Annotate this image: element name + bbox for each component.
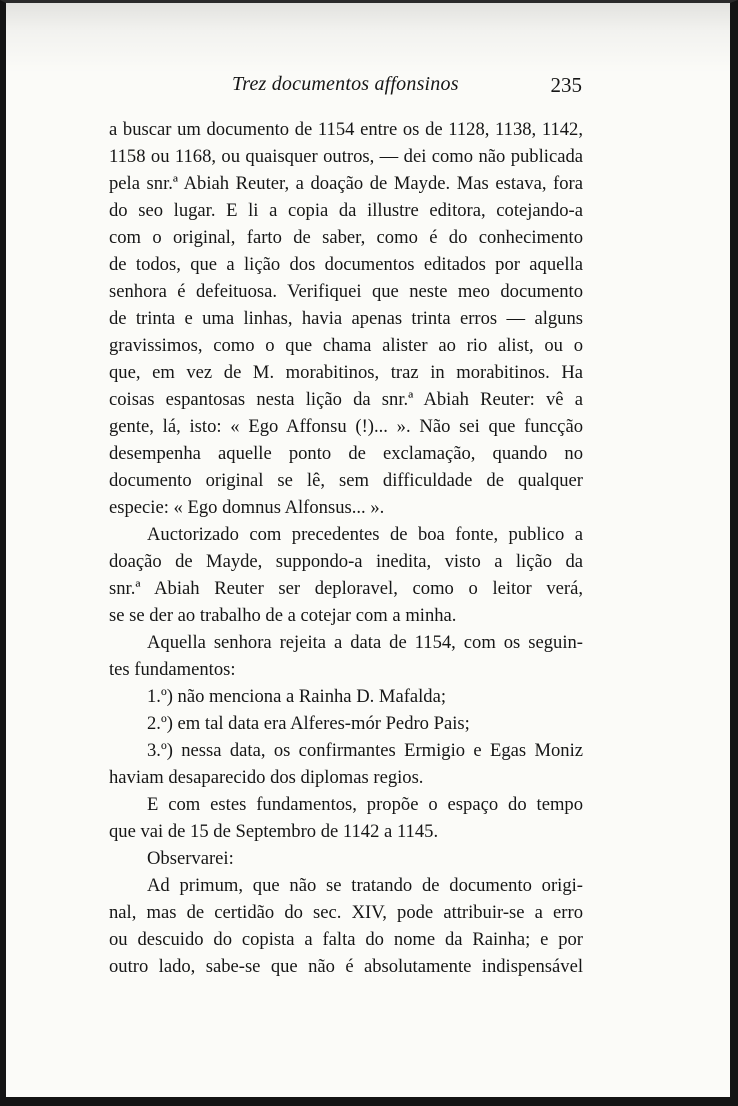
text-line: Aquella senhora rejeita a data de 1154, com os seguin- bbox=[147, 632, 583, 653]
text-line: Observarei: bbox=[147, 848, 234, 869]
page-header bbox=[232, 73, 582, 103]
text-line: que vai de 15 de Septembro de 1142 a 1145. bbox=[109, 821, 439, 842]
text-line: E com estes fundamentos, propõe o espaço do tempo bbox=[147, 794, 583, 815]
text-line: pela snr.ª Abiah Reuter, a doação de Mayde. Mas estava, fora bbox=[109, 173, 583, 194]
text-line: haviam desaparecido dos diplomas regios. bbox=[109, 767, 424, 788]
text-line: gente, lá, isto: « Ego Affonsu (!)... ». Não sei que funcção bbox=[109, 416, 583, 437]
text-line: tes fundamentos: bbox=[109, 659, 236, 680]
text-line: especie: « Ego domnus Alfonsus... ». bbox=[109, 497, 385, 518]
text-line: a buscar um documento de 1154 entre os de 1128, 1138, 1142, bbox=[109, 119, 583, 140]
book-page bbox=[6, 3, 730, 1097]
body-text bbox=[109, 116, 583, 980]
text-line: 1158 ou 1168, ou quaisquer outros, — dei como não publicada bbox=[109, 146, 583, 167]
text-line: Ad primum, que não se tratando de documento origi- bbox=[147, 875, 583, 896]
text-line: nal, mas de certidão do sec. XIV, pode attribuir-se a erro bbox=[109, 902, 583, 923]
text-line: gravissimos, como o que chama alister ao rio alist, ou o bbox=[109, 335, 583, 356]
text-line: se se der ao trabalho de a cotejar com a minha. bbox=[109, 605, 457, 626]
text-line: senhora é defeituosa. Verifiquei que neste meo documento bbox=[109, 281, 583, 302]
text-line: de trinta e uma linhas, havia apenas trinta erros — alguns bbox=[109, 308, 583, 329]
text-line: do seo lugar. E li a copia da illustre editora, cotejando-a bbox=[109, 200, 583, 221]
text-line: documento original se lê, sem difficuldade de qualquer bbox=[109, 470, 583, 491]
text-line: com o original, farto de saber, como é do conhecimento bbox=[109, 227, 583, 248]
text-line: outro lado, sabe-se que não é absolutamente indispensável bbox=[109, 956, 583, 977]
text-line: 2.º) em tal data era Alferes-mór Pedro Pais; bbox=[147, 713, 470, 734]
text-line: coisas espantosas nesta lição da snr.ª Abiah Reuter: vê a bbox=[109, 389, 583, 410]
text-line: 1.º) não menciona a Rainha D. Mafalda; bbox=[147, 686, 447, 707]
text-line: 3.º) nessa data, os confirmantes Ermigio e Egas Moniz bbox=[147, 740, 583, 761]
text-line: desempenha aquelle ponto de exclamação, quando no bbox=[109, 443, 583, 464]
running-title: Trez documentos affonsinos bbox=[232, 73, 459, 95]
text-line: Auctorizado com precedentes de boa fonte, publico a bbox=[147, 524, 583, 545]
text-line: que, em vez de M. morabitinos, traz in morabitinos. Ha bbox=[109, 362, 583, 383]
text-line: de todos, que a lição dos documentos editados por aquella bbox=[109, 254, 583, 275]
text-line: snr.ª Abiah Reuter ser deploravel, como o leitor verá, bbox=[109, 578, 583, 599]
text-line: ou descuido do copista a falta do nome da Rainha; e por bbox=[109, 929, 583, 950]
page-number: 235 bbox=[550, 73, 582, 97]
text-line: doação de Mayde, suppondo-a inedita, visto a lição da bbox=[109, 551, 583, 572]
